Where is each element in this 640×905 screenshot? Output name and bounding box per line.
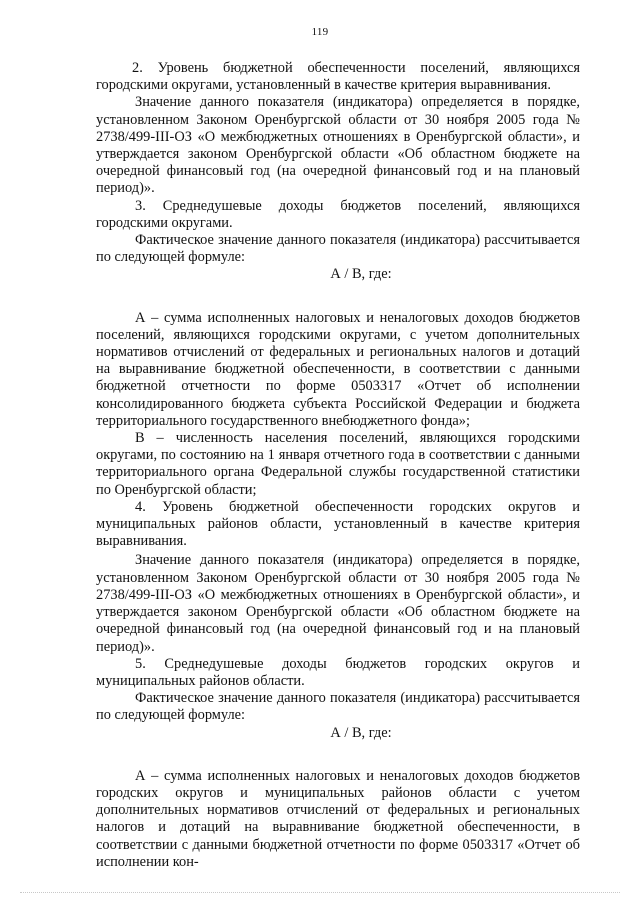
paragraph-definition-b-1: В – численность населения поселений, являющихся городскими округами, по состоянию на 1 января отчетного года в соответствии с данными территориального органа Федеральной службы государственной статистики по Оренбургской области;: [96, 430, 580, 498]
scan-edge-divider: [20, 892, 620, 895]
paragraph-definition-a-2: А – сумма исполненных налоговых и неналоговых доходов бюджетов городских округов и муниципальных районов области с учетом дополнительных нормативов отчислений от федеральных и региональных налогов и дотаций на выравнивание бюджетной обеспеченности, в соответствии с данными бюджетной отчетности по форме 0503317 «Отчет об исполнении кон-: [96, 767, 580, 870]
paragraph-item-2: 2. Уровень бюджетной обеспеченности поселений, являющихся городскими округами, установленный в качестве критерия выравнивания.: [96, 60, 580, 94]
page-number: 119: [311, 26, 329, 38]
paragraph-item-3-formula-intro: Фактическое значение данного показателя (индикатора) рассчитывается по следующей формуле:: [96, 232, 580, 266]
paragraph-item-3: 3. Среднедушевые доходы бюджетов поселений, являющихся городскими округами.: [96, 197, 580, 231]
paragraph-item-4: 4. Уровень бюджетной обеспеченности городских округов и муниципальных районов области, установленный в качестве критерия выравнивания.: [96, 498, 580, 550]
paragraph-definition-a-1: А – сумма исполненных налоговых и неналоговых доходов бюджетов поселений, являющихся городскими округами, с учетом дополнительных нормативов отчислений от федеральных и региональных налогов и дотаций на выравнивание бюджетной обеспеченности, в соответствии с данными бюджетной отчетности по форме 0503317 «Отчет об исполнении консолидированного бюджета субъекта Российской Федерации и бюджета территориального государственного внебюджетного фонда»;: [96, 309, 580, 429]
paragraph-item-2-value: Значение данного показателя (индикатора) определяется в порядке, установленном Законом Оренбургской области от 30 ноября 2005 года № 2738/499-III-ОЗ «О межбюджетных отношениях в Оренбургской области», и утверждается законом Оренбургской области «Об областном бюджете на очередной финансовый год (на очередной финансовый год и на плановый период)».: [96, 94, 580, 197]
document-body: [96, 60, 580, 871]
paragraph-item-4-value: Значение данного показателя (индикатора) определяется в порядке, установленном Законом Оренбургской области от 30 ноября 2005 года № 2738/499-III-ОЗ «О межбюджетных отношениях в Оренбургской области», и утверждается законом Оренбургской области «Об областном бюджете на очередной финансовый год (на очередной финансовый год и на плановый период)».: [96, 552, 580, 655]
formula-2: А / В, где:: [330, 724, 392, 741]
paragraph-item-5: 5. Среднедушевые доходы бюджетов городских округов и муниципальных районов области.: [96, 655, 580, 689]
formula-1: А / В, где:: [330, 266, 392, 283]
paragraph-item-5-formula-intro: Фактическое значение данного показателя (индикатора) рассчитывается по следующей формуле:: [96, 690, 580, 724]
